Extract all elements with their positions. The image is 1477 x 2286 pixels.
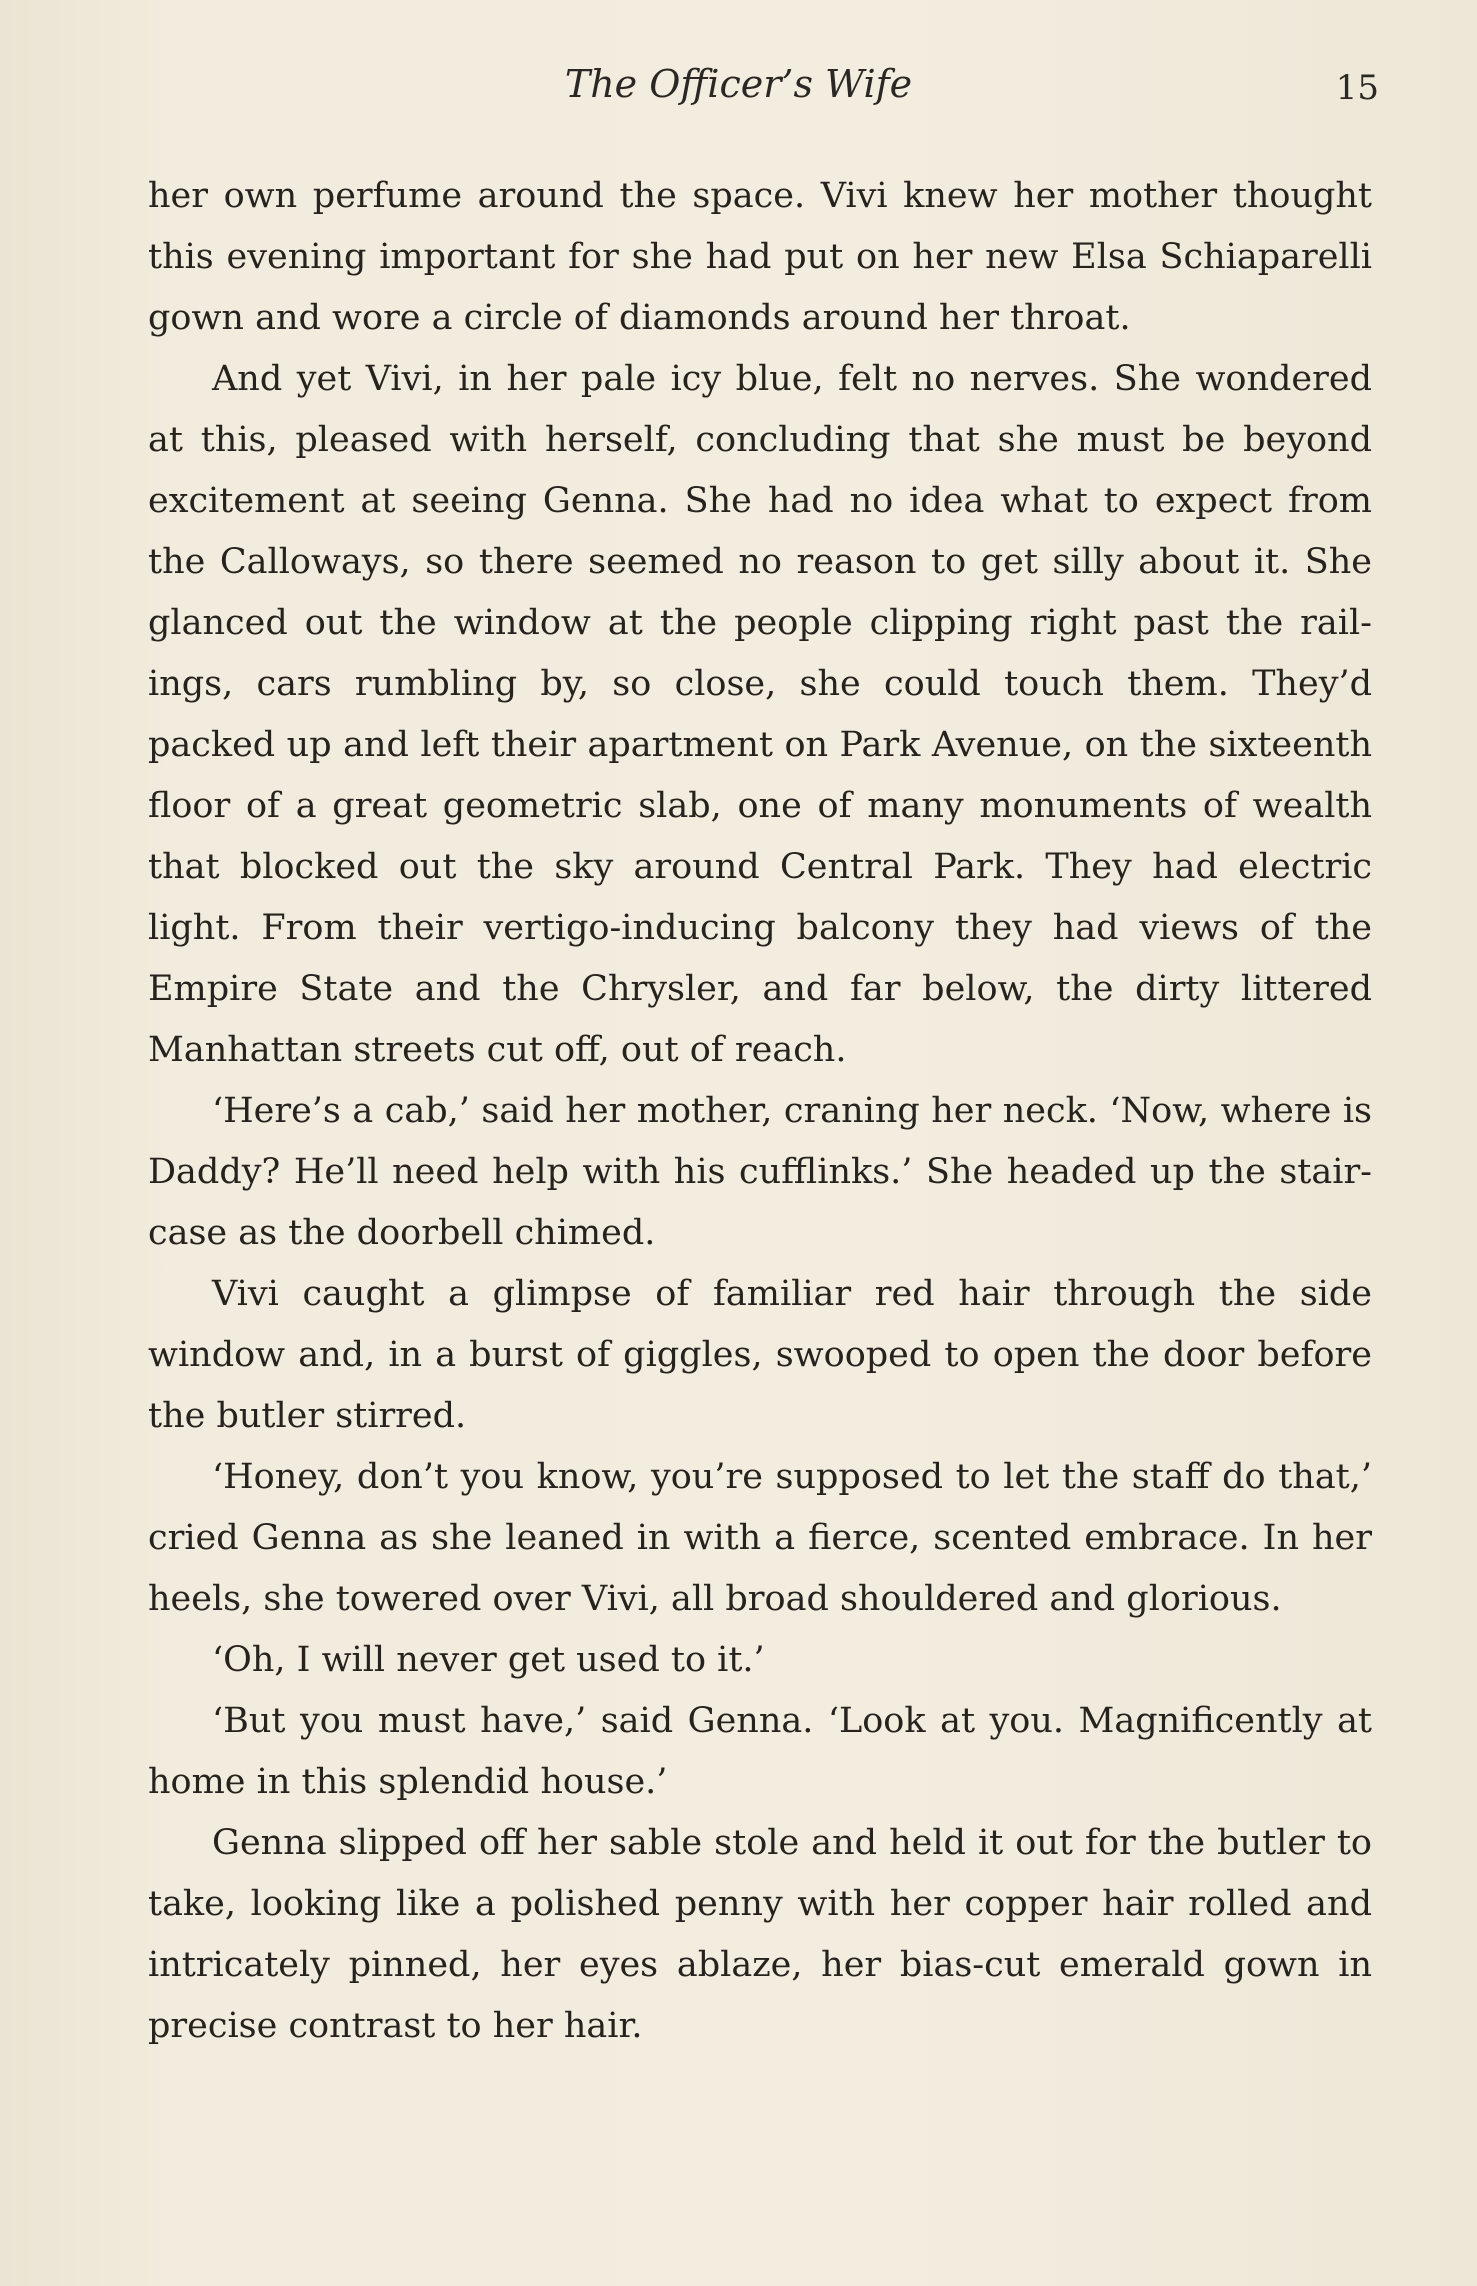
paragraph: ‘Honey, don’t you know, you’re supposed to let the staff do that,’ cried Genna as she leaned in with a fierce, scented embrace. In her heels, she towered over Vivi, all broad shouldered and glorious. <box>148 1457 1372 1619</box>
paragraph: ‘But you must have,’ said Genna. ‘Look at you. Magnificently at home in this splendid house.’ <box>148 1701 1372 1802</box>
body-text <box>148 166 1372 2057</box>
paragraph: And yet Vivi, in her pale icy blue, felt no nerves. She wondered at this, pleased with herself, concluding that she must be beyond excitement at seeing Genna. She had no idea what to expect from the Calloways, so there seemed no reason to get silly about it. She glanced out the window at the people clipping right past the railings, cars rumbling by, so close, she could touch them. They’d packed up and left their apartment on Park Avenue, on the sixteenth floor of a great geometric slab, one of many monuments of wealth that blocked out the sky around Central Park. They had electric light. From their vertigo-inducing balcony they had views of the Empire State and the Chrysler, and far below, the dirty littered Manhattan streets cut off, out of reach. <box>148 359 1372 1070</box>
running-title: The Officer’s Wife <box>564 62 913 106</box>
paragraph: her own perfume around the space. Vivi knew her mother thought this evening important for she had put on her new Elsa Schiaparelli gown and wore a circle of diamonds around her throat. <box>148 176 1372 338</box>
paragraph: ‘Here’s a cab,’ said her mother, craning her neck. ‘Now, where is Daddy? He’ll need help with his cufflinks.’ She headed up the staircase as the doorbell chimed. <box>148 1091 1372 1253</box>
paragraph: Genna slipped off her sable stole and held it out for the butler to take, looking like a polished penny with her copper hair rolled and intricately pinned, her eyes ablaze, her bias-cut emerald gown in precise contrast to her hair. <box>148 1823 1372 2046</box>
page-number: 15 <box>1335 68 1379 108</box>
paragraph: ‘Oh, I will never get used to it.’ <box>212 1640 765 1680</box>
paragraph: Vivi caught a glimpse of familiar red hair through the side window and, in a burst of giggles, swooped to open the door before the butler stirred. <box>148 1274 1372 1436</box>
running-head <box>0 62 1477 122</box>
